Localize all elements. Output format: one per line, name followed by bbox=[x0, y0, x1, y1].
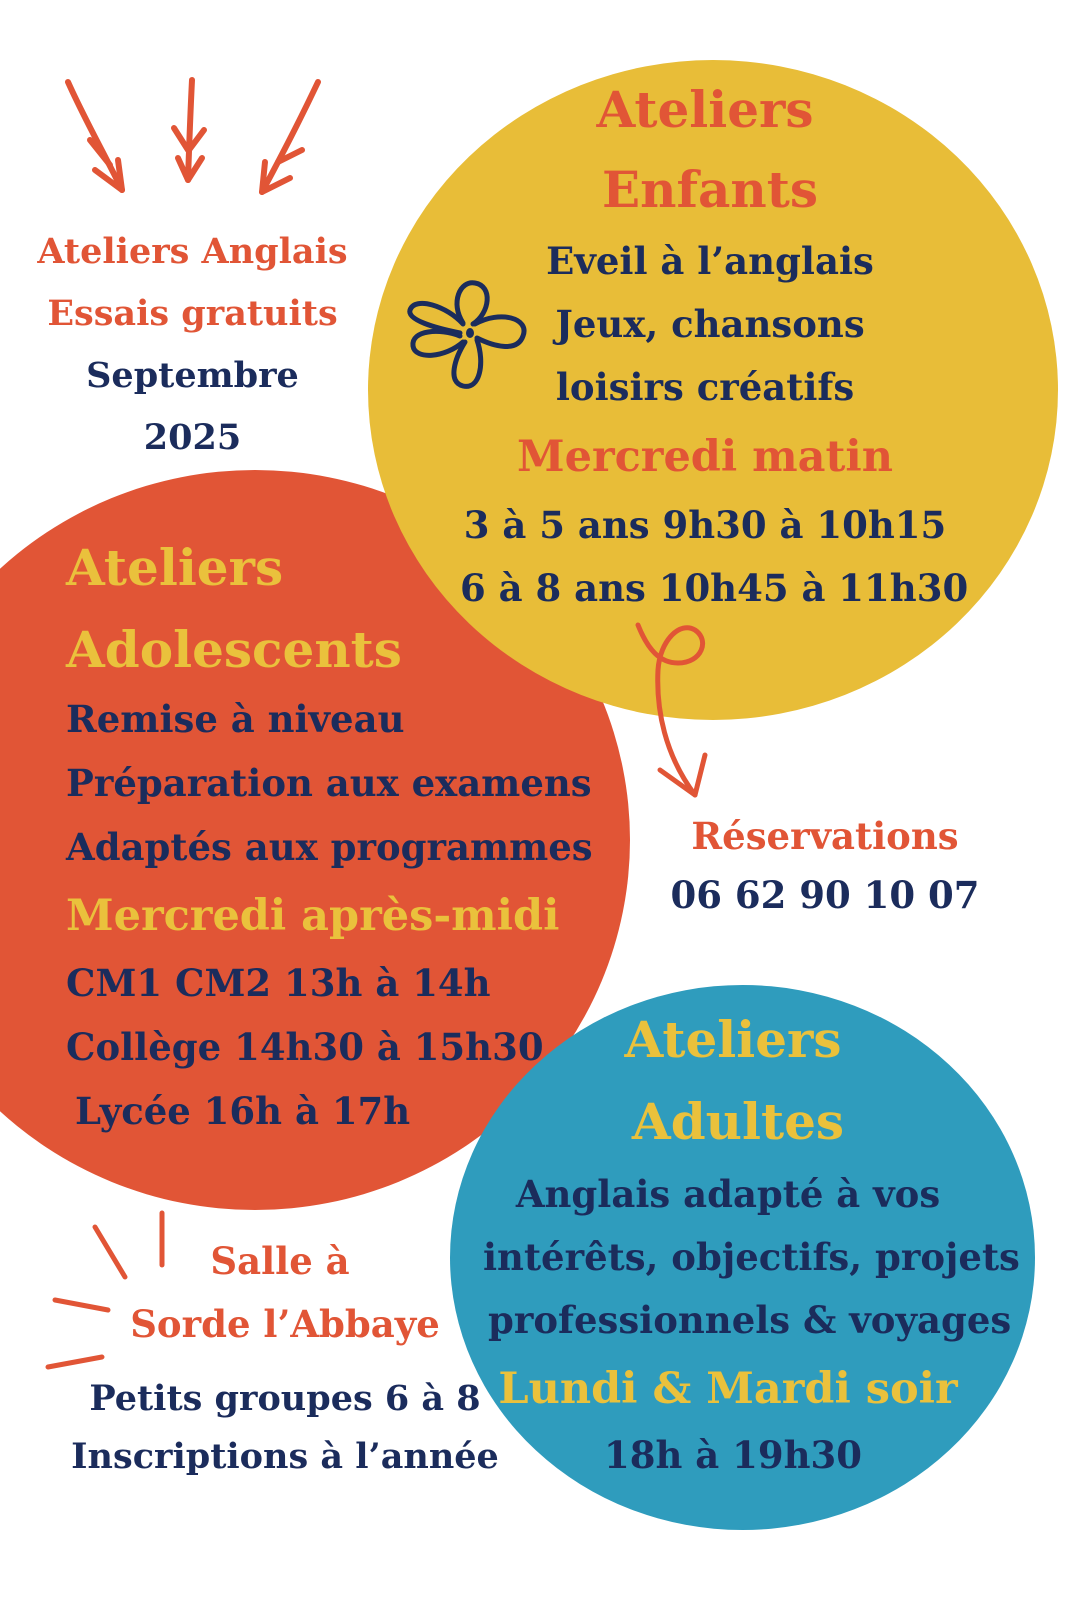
reservations-phone[interactable]: 06 62 90 10 07 bbox=[670, 873, 980, 917]
reservations-label: Réservations bbox=[691, 814, 959, 858]
ados-slot: Lycée 16h à 17h bbox=[75, 1089, 411, 1133]
intro-septembre: Septembre bbox=[86, 355, 299, 396]
enfants-day: Mercredi matin bbox=[517, 432, 893, 482]
intro-essais-gratuits: Essais gratuits bbox=[47, 293, 338, 334]
enfants-title-line1: Ateliers bbox=[596, 80, 814, 139]
adultes-item: Anglais adapté à vos bbox=[515, 1172, 941, 1216]
ados-day: Mercredi après-midi bbox=[66, 891, 560, 941]
intro-year: 2025 bbox=[143, 417, 242, 458]
adultes-slot: 18h à 19h30 bbox=[603, 1433, 862, 1477]
ados-slot: CM1 CM2 13h à 14h bbox=[66, 961, 491, 1005]
enfants-slot: 3 à 5 ans 9h30 à 10h15 bbox=[463, 503, 947, 547]
adultes-day: Lundi & Mardi soir bbox=[498, 1364, 958, 1414]
curly-arrow-icon bbox=[630, 615, 730, 815]
burst-lines-icon bbox=[40, 1205, 180, 1375]
lieu-inscriptions: Inscriptions à l’année bbox=[71, 1436, 499, 1477]
adultes-title-line2: Adultes bbox=[631, 1092, 845, 1151]
ados-item: Remise à niveau bbox=[66, 697, 405, 741]
ados-item: Adaptés aux programmes bbox=[66, 825, 593, 869]
lieu-ville: Sorde l’Abbaye bbox=[130, 1302, 440, 1346]
ados-item: Préparation aux examens bbox=[66, 761, 592, 805]
enfants-slot: 6 à 8 ans 10h45 à 11h30 bbox=[460, 566, 969, 610]
enfants-item: Jeux, chansons bbox=[555, 302, 865, 346]
adultes-item: intérêts, objectifs, projets bbox=[483, 1235, 1020, 1279]
enfants-item: Eveil à l’anglais bbox=[546, 239, 874, 283]
enfants-title-line2: Enfants bbox=[602, 160, 818, 219]
ados-title-line2: Adolescents bbox=[66, 620, 402, 679]
adultes-item: professionnels & voyages bbox=[488, 1298, 1012, 1342]
lieu-salle: Salle à bbox=[210, 1239, 350, 1283]
ados-slot: Collège 14h30 à 15h30 bbox=[66, 1025, 544, 1069]
enfants-item: loisirs créatifs bbox=[555, 365, 855, 409]
ados-title-line1: Ateliers bbox=[66, 538, 284, 597]
down-arrows-icon bbox=[50, 70, 350, 210]
intro-ateliers-anglais: Ateliers Anglais bbox=[37, 231, 348, 272]
adultes-title-line1: Ateliers bbox=[624, 1010, 842, 1069]
lieu-groupes: Petits groupes 6 à 8 bbox=[89, 1378, 481, 1419]
